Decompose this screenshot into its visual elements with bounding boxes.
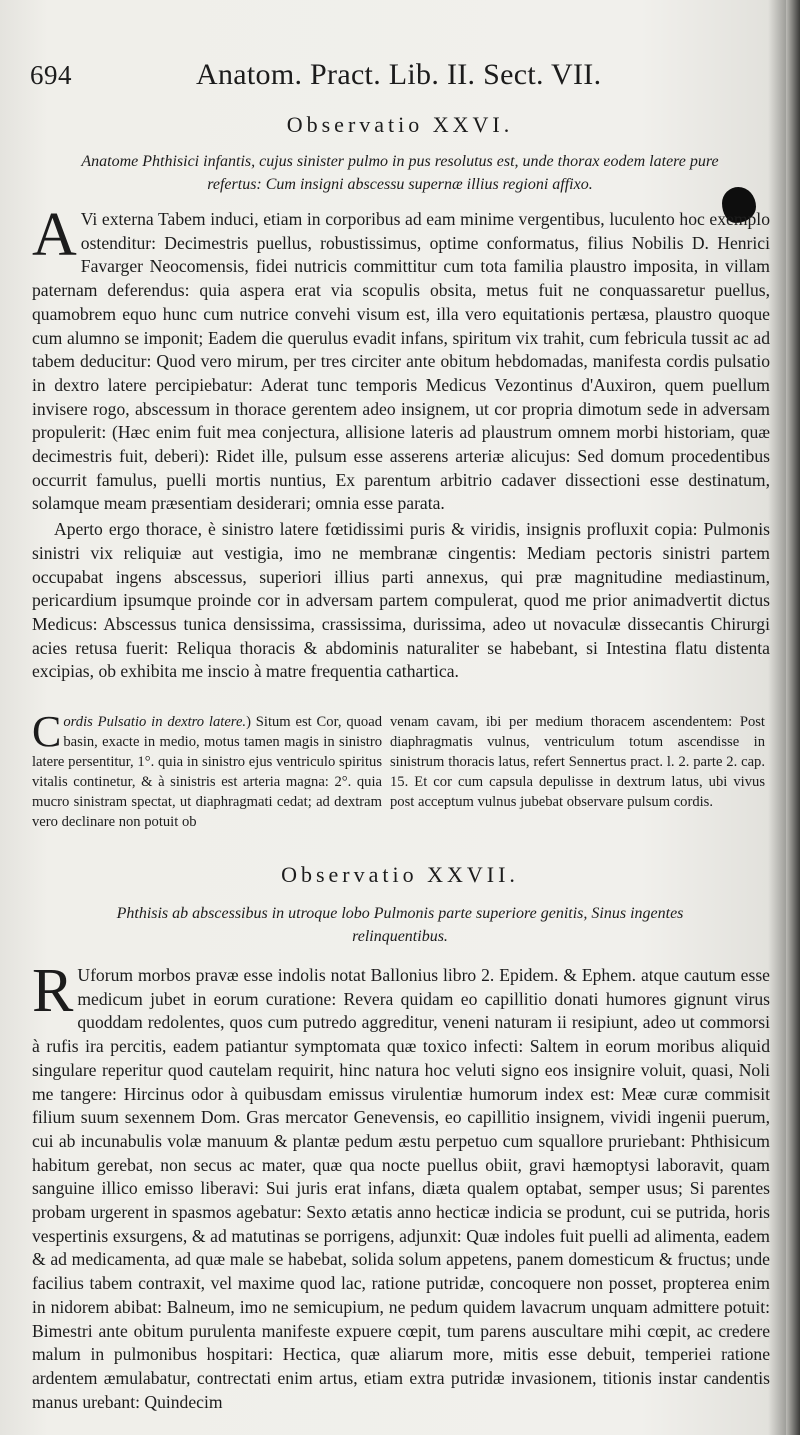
observation-27-title: Observatio XXVII. bbox=[281, 862, 519, 887]
paragraph bbox=[32, 957, 770, 1414]
paragraph-text: Vi externa Tabem induci, etiam in corporibus ad eam minime vergentibus, luculento hoc exemplo ostenditur: Decimestris puellus, robustissimus, optime conformatus, filius Nobilis D. Henrici Favarger Neocomensis, fidei nutricis committitur cum tota familia plaustro imposita, in villam paternam deferendus: quia aspera erat via scopulis obsita, metus fuit ne conquassaretur puellus, quamobrem equo hunc cum nutrice convehi visum est, illa vero equitationis pertæsa, plaustro quoque cum alumno se imponit; Eadem die querulus evadit infans, spiritum vix trahit, cum febricula tussit ac ad tabem deducitur: Quod vero mirum, per tres circiter ante obitum hebdomadas, manifesta cordis pulsatio in dextro latere percipiebatur: Aderat tunc temporis Medicus Vezontinus d'Auxiron, quem puellum invisere rogo, abscessum in thorace gerentem adeo insignem, ut cor propria dimotum sede in adversam propulerit: (Hæc enim fuit mea conjectura, allisione lateris ad plaustrum omnem morbi historiam, quæ decimestris fuit, deberi): Ridet ille, pulsum esse asserens arteriæ alicujus: Sed domum procedentibus occurrit famulus, puelli mortis nuntius, Ex parentum arbitrio cadaver dissectioni esse destinatum, solamque meam præsentiam desiderari; omnia esse parata. bbox=[32, 209, 770, 514]
page-header bbox=[0, 56, 800, 100]
observation-27-body bbox=[32, 957, 770, 1414]
observation-27-summary: Phthisis ab abscessibus in utroque lobo Pulmonis parte superiore genitis, Sinus ingentes relinquentibus. bbox=[116, 905, 684, 945]
running-head: Anatom. Pract. Lib. II. Sect. VII. bbox=[196, 58, 602, 91]
observation-26-title: Observatio XXVI. bbox=[286, 112, 514, 137]
drop-cap: R bbox=[32, 957, 74, 1025]
observation-26-body bbox=[32, 201, 770, 684]
marginal-note-left bbox=[32, 707, 382, 832]
note-drop-cap: C bbox=[32, 707, 62, 756]
paragraph bbox=[32, 201, 770, 516]
page-edge-shadow bbox=[786, 0, 800, 1435]
paragraph: Aperto ergo thorace, è sinistro latere fœtidissimi puris & viridis, insignis profluxit copia: Pulmonis sinistri vix reliquiæ aut vestigia, imo ne membranæ cingentis: Mediam pectoris sinistri partem occupabat ingens abscessus, superiori illius parti annexus, qui præ magnitudine mediastinum, pericardium ipsumque proinde cor in adversam partem compulerat, quod me prior animadvertit dictus Medicus: Abscessus tunica densissima, crassissima, durissima, adeo ut novaculæ dissecantis Chirurgi acies retusa fuerit: Reliqua thoracis & abdominis naturaliter se habebant, si Intestina flatu distenta excipias, ob exhibita me inscio à matre frequentia cathartica. bbox=[32, 519, 770, 682]
page-number: 694 bbox=[30, 60, 72, 90]
note-lead: ordis Pulsatio in dextro latere. bbox=[63, 714, 247, 730]
observation-26-summary: Anatome Phthisici infantis, cujus sinister pulmo in pus resolutus est, unde thorax eodem latere pure refertus: Cum insigni abscessu supernæ illius regioni affixo. bbox=[81, 153, 719, 193]
drop-cap: A bbox=[32, 201, 77, 269]
note-text: ) Situm est Cor, quoad basin, exacte in medio, motus tamen magis in sinistro latere persentitur, 1°. quia in sinistro ejus ventriculo spiritus vitalis continetur, & à sinistris est arteria magna: 2°. quia mucro sinistram spectat, ut diaphragmati cedat; ad dextram vero declinare non potuit ob bbox=[32, 714, 382, 830]
marginal-note-right: venam cavam, ibi per medium thoracem ascendentem: Post diaphragmatis vulnus, ventriculum totum ascendisse in sinistrum thoracis latus, refert Sennertus pract. l. 2. parte 2. cap. 15. Et cor cum capsula depulisse in dextrum latus, ubi vivus post acceptum vulnus jubebat observare pulsum cordis. bbox=[390, 714, 765, 810]
paragraph-text: Uforum morbos pravæ esse indolis notat Ballonius libro 2. Epidem. & Ephem. atque cautum esse medicum jubet in eorum curatione: Revera quidam eo capillitio donati humores gignunt virus quoddam redolentes, quos cum putredo aggreditur, veneni naturam ii resipiunt, adeo ut commorsi à rufis ira percitis, eadem patiantur symptomata quæ toxico infecti: Saltem in eorum moribus aliquid singulare reperitur quod cautelam requirit, hinc natura hoc veluti signo eos insignire voluit, quasi, Noli me tangere: Hircinus odor à quibusdam emissus virulentiæ humorum index est: Meæ curæ commisit filium suum sexennem Dom. Gras mercator Genevensis, eo capillitio insignem, vividi ingenii puerum, cui ab incunabulis volæ manuum & plantæ pedum æstu perpetuo cum squallore pruriebant: Phthisicum habitum gerebat, non secus ac mater, quæ qua nocte puellus obiit, gravi hæmoptysi laboravit, quam sanguine illico emisso liberavi: Sui juris erat infans, diæta qualem optabat, semper usus; Si parentes probam urgerent in spasmos agebatur: Sexto ætatis anno hecticæ indicia se produnt, cui se putrida, horis vespertinis exsurgens, & ad matutinas se porrigens, adjunxit: Quæ indoles fuit puelli ad alimenta, eadem & ad medicamenta, ad quæ male se habebat, solida solum appetens, panem domesticum & fructus; unde facilius tabem contraxit, vel maxime quod lac, ratione putridæ, concoquere non posset, propterea enim in nidorem abibat: Balneum, imo ne semicupium, ne pedum quidem lavacrum unquam admittere potuit: Bimestri ante obitum purulenta manifeste expuere cœpit, tum parens auscultare mihi cœpit, ac credere malum in pulmonibus hospitari: Hectica, quæ aliarum more, mitis esse debuit, temperiei ratione ardentem æmulabatur, contrectati enim artus, etiam extra putridæ invasionem, titionis instar candentis manus urebant: Quindecim bbox=[32, 965, 770, 1412]
